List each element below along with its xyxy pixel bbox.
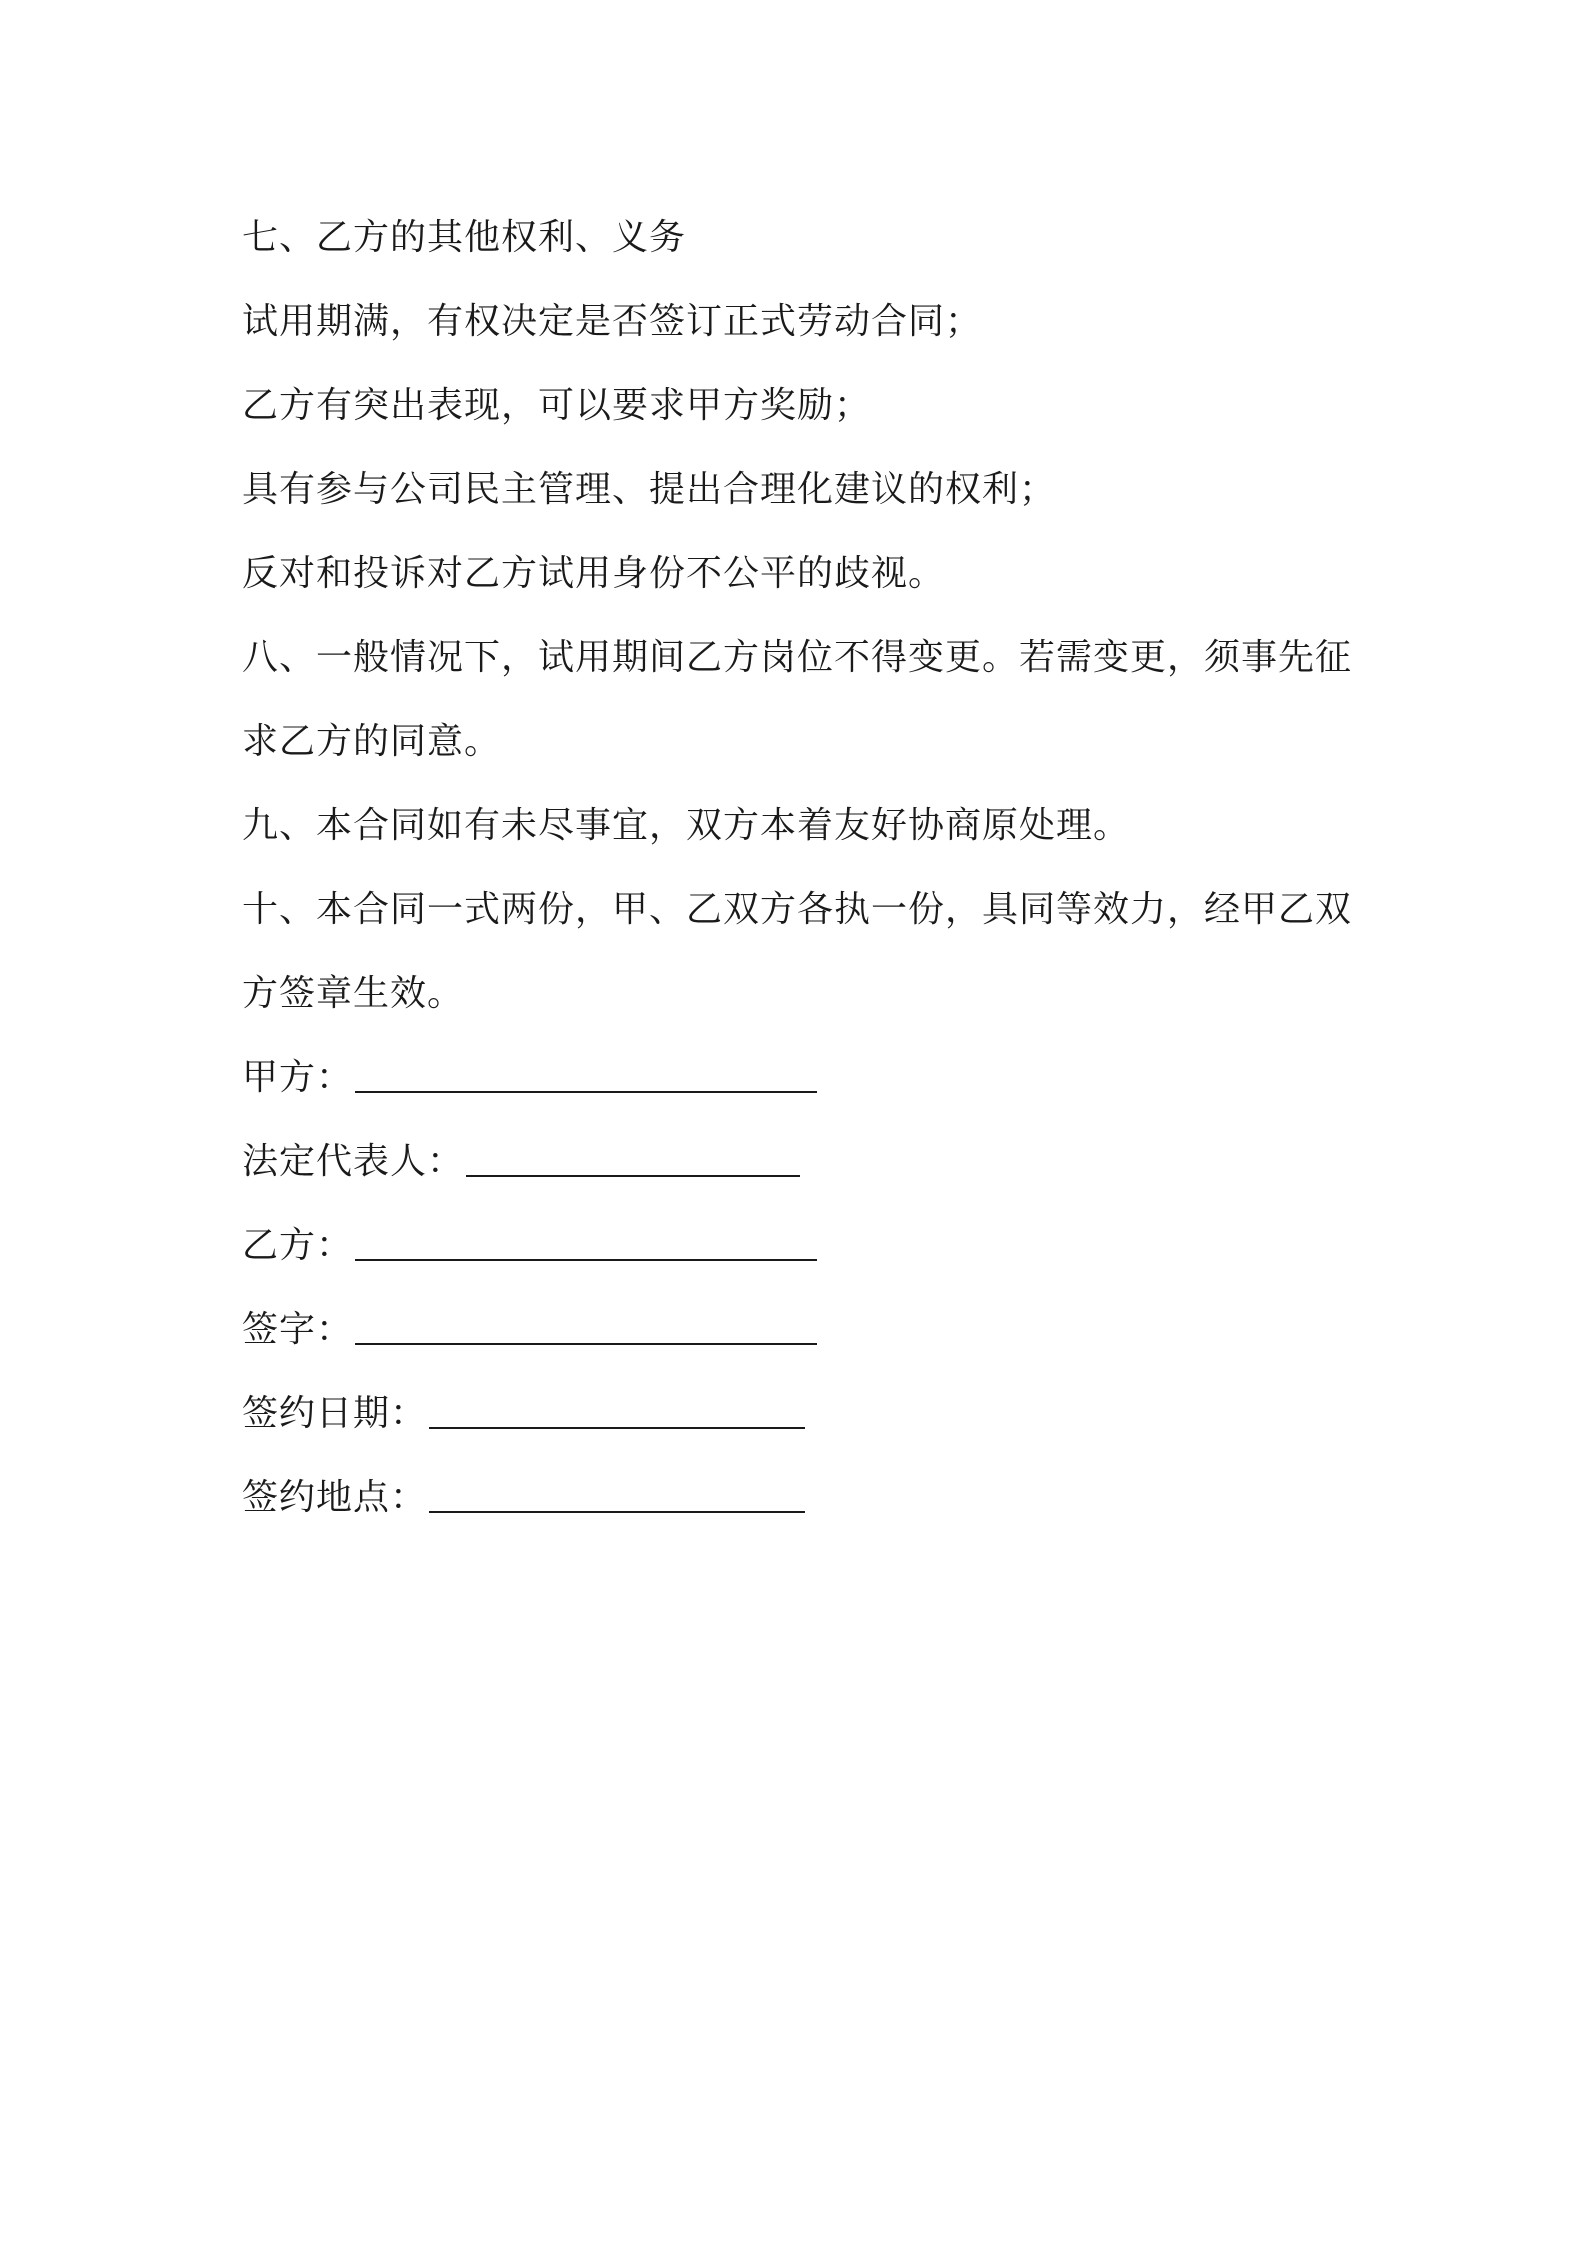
document-body	[242, 196, 1362, 1540]
signature-row	[242, 1288, 1362, 1372]
clause-8-line-2: 求乙方的同意。	[242, 721, 502, 762]
legal-rep-blank[interactable]	[466, 1145, 800, 1177]
signature-label: 签字：	[242, 1309, 354, 1350]
clause-7-heading: 七、乙方的其他权利、义务	[242, 217, 687, 258]
clause-7-item-2: 乙方有突出表现，可以要求甲方奖励；	[242, 385, 872, 426]
clause-7-item-4: 反对和投诉对乙方试用身份不公平的歧视。	[242, 553, 946, 594]
party-a-label: 甲方：	[242, 1057, 354, 1098]
clause-7-item-1: 试用期满，有权决定是否签订正式劳动合同；	[242, 301, 983, 342]
party-b-blank[interactable]	[355, 1229, 817, 1261]
party-a-row	[242, 1036, 1362, 1120]
clause-9: 九、本合同如有未尽事宜，双方本着友好协商原处理。	[242, 805, 1131, 846]
sign-date-label: 签约日期：	[242, 1393, 428, 1434]
sign-date-blank[interactable]	[429, 1397, 805, 1429]
clause-10-line-1: 十、本合同一式两份，甲、乙双方各执一份，具同等效力，经甲乙双	[242, 889, 1353, 930]
legal-rep-row	[242, 1120, 1362, 1204]
clause-8-line-1: 八、一般情况下，试用期间乙方岗位不得变更。若需变更，须事先征	[242, 637, 1353, 678]
clause-10-line-2: 方签章生效。	[242, 973, 465, 1014]
party-b-label: 乙方：	[242, 1225, 354, 1266]
sign-date-row	[242, 1372, 1362, 1456]
signature-blank[interactable]	[355, 1313, 817, 1345]
sign-place-label: 签约地点：	[242, 1477, 428, 1518]
sign-place-row	[242, 1456, 1362, 1540]
party-a-blank[interactable]	[355, 1061, 817, 1093]
sign-place-blank[interactable]	[429, 1481, 805, 1513]
clause-7-item-3: 具有参与公司民主管理、提出合理化建议的权利；	[242, 469, 1057, 510]
party-b-row	[242, 1204, 1362, 1288]
legal-rep-label: 法定代表人：	[242, 1141, 465, 1182]
